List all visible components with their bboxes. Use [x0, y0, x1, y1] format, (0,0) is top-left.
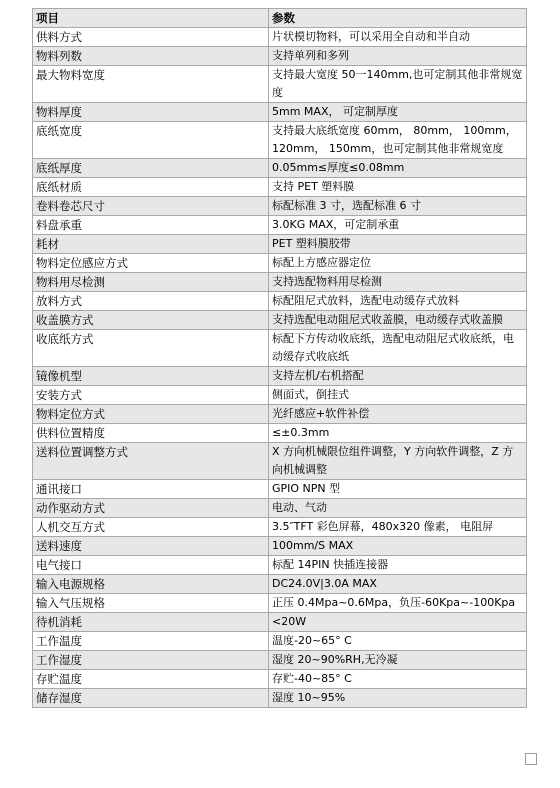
- spec-value-cell: 支持 PET 塑料膜: [269, 178, 527, 197]
- table-row: [33, 330, 527, 367]
- table-row: [33, 386, 527, 405]
- table-row: [33, 28, 527, 47]
- spec-value-cell: <20W: [269, 613, 527, 632]
- spec-item-cell: 收底纸方式: [33, 330, 269, 367]
- spec-value-cell: 标配阻尼式放料，选配电动缓存式放料: [269, 292, 527, 311]
- spec-value-cell: 支持选配物料用尽检测: [269, 273, 527, 292]
- spec-item-cell: 安装方式: [33, 386, 269, 405]
- table-row: [33, 575, 527, 594]
- spec-item-cell: 送料位置调整方式: [33, 443, 269, 480]
- spec-item-cell: 输入电源规格: [33, 575, 269, 594]
- spec-value-cell: 存贮-40~85° C: [269, 670, 527, 689]
- spec-value-cell: 湿度 20~90%RH,无冷凝: [269, 651, 527, 670]
- spec-item-cell: 待机消耗: [33, 613, 269, 632]
- spec-table: [32, 8, 527, 708]
- table-row: [33, 424, 527, 443]
- spec-item-cell: 输入气压规格: [33, 594, 269, 613]
- spec-value-cell: 支持最大宽度 50一140mm,也可定制其他非常规宽度: [269, 66, 527, 103]
- spec-item-cell: 动作驱动方式: [33, 499, 269, 518]
- spec-item-cell: 收盖膜方式: [33, 311, 269, 330]
- spec-item-cell: 通讯接口: [33, 480, 269, 499]
- spec-value-cell: GPIO NPN 型: [269, 480, 527, 499]
- spec-item-cell: 物料用尽检测: [33, 273, 269, 292]
- spec-item-cell: 卷料卷芯尺寸: [33, 197, 269, 216]
- spec-item-cell: 存贮温度: [33, 670, 269, 689]
- header-param: 参数: [269, 9, 527, 28]
- table-row: [33, 273, 527, 292]
- spec-item-cell: 供料方式: [33, 28, 269, 47]
- spec-item-cell: 供料位置精度: [33, 424, 269, 443]
- spec-item-cell: 底纸厚度: [33, 159, 269, 178]
- table-row: [33, 235, 527, 254]
- spec-item-cell: 底纸宽度: [33, 122, 269, 159]
- table-row: [33, 518, 527, 537]
- table-row: [33, 670, 527, 689]
- spec-value-cell: 支持单列和多列: [269, 47, 527, 66]
- spec-item-cell: 工作湿度: [33, 651, 269, 670]
- table-row: [33, 122, 527, 159]
- table-row: [33, 66, 527, 103]
- header-item: 项目: [33, 9, 269, 28]
- spec-item-cell: 耗材: [33, 235, 269, 254]
- spec-value-cell: X 方向机械限位组件调整，Y 方向软件调整，Z 方向机械调整: [269, 443, 527, 480]
- table-row: [33, 103, 527, 122]
- table-row: [33, 443, 527, 480]
- table-row: [33, 499, 527, 518]
- spec-item-cell: 电气接口: [33, 556, 269, 575]
- spec-value-cell: PET 塑料膜胶带: [269, 235, 527, 254]
- spec-table-body: [33, 9, 527, 708]
- table-row: [33, 651, 527, 670]
- spec-item-cell: 物料列数: [33, 47, 269, 66]
- table-row: [33, 254, 527, 273]
- spec-value-cell: 标配上方感应器定位: [269, 254, 527, 273]
- table-row: [33, 689, 527, 708]
- spec-value-cell: 支持最大底纸宽度 60mm， 80mm， 100mm，120mm， 150mm，也可定制其他非常规宽度: [269, 122, 527, 159]
- spec-value-cell: ≤±0.3mm: [269, 424, 527, 443]
- table-row: [33, 159, 527, 178]
- spec-value-cell: 温度-20~65° C: [269, 632, 527, 651]
- spec-value-cell: 侧面式，倒挂式: [269, 386, 527, 405]
- spec-value-cell: 支持左机/右机搭配: [269, 367, 527, 386]
- table-row: [33, 556, 527, 575]
- spec-value-cell: 5mm MAX， 可定制厚度: [269, 103, 527, 122]
- spec-item-cell: 物料厚度: [33, 103, 269, 122]
- spec-value-cell: 3.0KG MAX，可定制承重: [269, 216, 527, 235]
- spec-value-cell: 正压 0.4Mpa~0.6Mpa，负压-60Kpa~-100Kpa: [269, 594, 527, 613]
- table-row: [33, 594, 527, 613]
- spec-item-cell: 最大物料宽度: [33, 66, 269, 103]
- spec-item-cell: 底纸材质: [33, 178, 269, 197]
- spec-item-cell: 送料速度: [33, 537, 269, 556]
- table-row: [33, 197, 527, 216]
- spec-value-cell: 电动、气动: [269, 499, 527, 518]
- spec-value-cell: 标配下方传动收底纸，选配电动阻尼式收底纸，电动缓存式收底纸: [269, 330, 527, 367]
- table-row: [33, 480, 527, 499]
- spec-item-cell: 镜像机型: [33, 367, 269, 386]
- table-row: [33, 537, 527, 556]
- spec-item-cell: 工作温度: [33, 632, 269, 651]
- spec-item-cell: 物料定位方式: [33, 405, 269, 424]
- table-row: [33, 47, 527, 66]
- table-row: [33, 311, 527, 330]
- spec-value-cell: 0.05mm≤厚度≤0.08mm: [269, 159, 527, 178]
- spec-value-cell: 光纤感应+软件补偿: [269, 405, 527, 424]
- spec-item-cell: 放料方式: [33, 292, 269, 311]
- table-row: [33, 367, 527, 386]
- spec-value-cell: 支持选配电动阻尼式收盖膜，电动缓存式收盖膜: [269, 311, 527, 330]
- spec-item-cell: 储存湿度: [33, 689, 269, 708]
- table-header-row: [33, 9, 527, 28]
- spec-value-cell: 100mm/S MAX: [269, 537, 527, 556]
- table-row: [33, 613, 527, 632]
- page-corner-marker: [525, 753, 537, 765]
- spec-value-cell: DC24.0V|3.0A MAX: [269, 575, 527, 594]
- spec-item-cell: 物料定位感应方式: [33, 254, 269, 273]
- spec-value-cell: 标配标准 3 寸，选配标准 6 寸: [269, 197, 527, 216]
- table-row: [33, 216, 527, 235]
- table-row: [33, 178, 527, 197]
- table-row: [33, 292, 527, 311]
- spec-value-cell: 3.5″TFT 彩色屏幕，480x320 像素， 电阻屏: [269, 518, 527, 537]
- spec-value-cell: 湿度 10~95%: [269, 689, 527, 708]
- spec-item-cell: 料盘承重: [33, 216, 269, 235]
- table-row: [33, 632, 527, 651]
- spec-item-cell: 人机交互方式: [33, 518, 269, 537]
- table-row: [33, 405, 527, 424]
- spec-value-cell: 标配 14PIN 快插连接器: [269, 556, 527, 575]
- spec-value-cell: 片状模切物料，可以采用全自动和半自动: [269, 28, 527, 47]
